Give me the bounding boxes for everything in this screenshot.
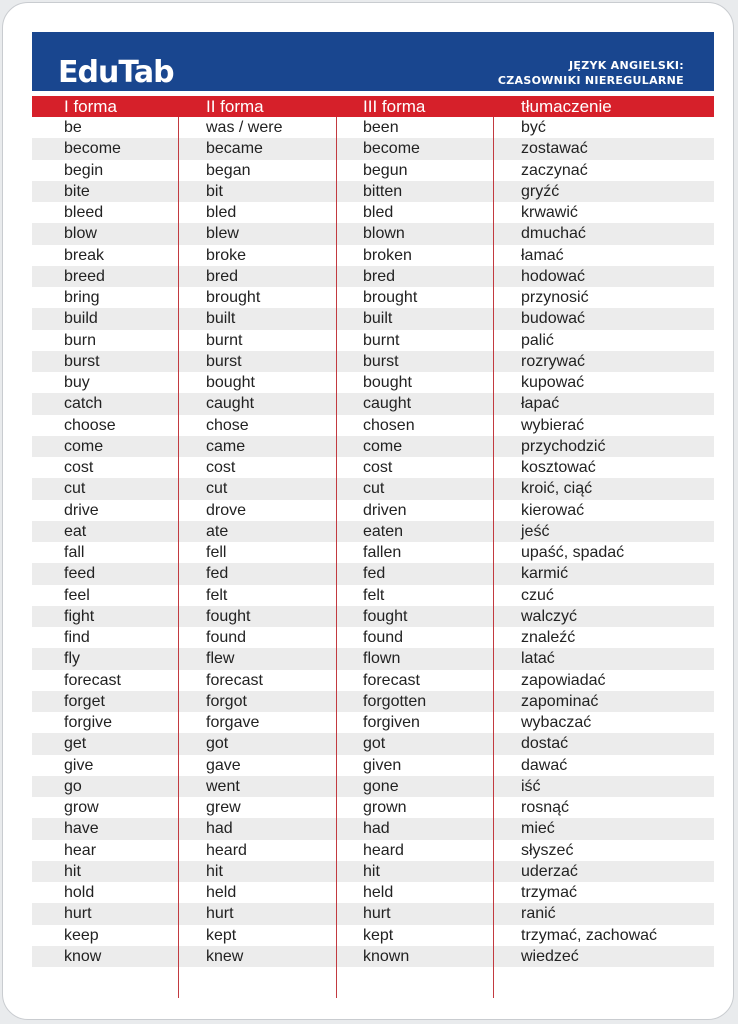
cell-first-form: choose <box>64 416 116 434</box>
table-row <box>32 223 714 244</box>
cell-second-form: burnt <box>206 331 243 349</box>
cell-second-form: had <box>206 820 233 838</box>
cell-second-form: went <box>206 777 240 795</box>
column-header-first-form: I forma <box>64 97 117 116</box>
cell-first-form: breed <box>64 267 105 285</box>
cell-translation: iść <box>521 777 541 795</box>
cell-third-form: gone <box>363 777 399 795</box>
cell-second-form: became <box>206 140 263 158</box>
table-row <box>32 946 714 967</box>
column-divider <box>178 117 179 998</box>
table-row <box>32 818 714 839</box>
cell-third-form: eaten <box>363 522 404 540</box>
cell-first-form: drive <box>64 501 99 519</box>
cell-third-form: cost <box>363 459 393 476</box>
cell-translation: palić <box>521 331 554 349</box>
subtitle-line-2: CZASOWNIKI NIEREGULARNE <box>497 74 684 87</box>
cell-first-form: catch <box>64 395 103 413</box>
cell-third-form: chosen <box>363 416 415 434</box>
cell-translation: przynosić <box>521 289 589 306</box>
cell-third-form: bred <box>363 267 396 285</box>
cell-translation: być <box>521 119 546 136</box>
cell-third-form: built <box>363 310 393 328</box>
cell-third-form: begun <box>363 161 408 179</box>
cell-translation: kroić, ciąć <box>521 480 593 498</box>
cell-first-form: blow <box>64 225 97 243</box>
table-row <box>32 648 714 669</box>
cell-third-form: known <box>363 947 410 965</box>
cell-first-form: hit <box>64 862 81 880</box>
table-row <box>32 691 714 712</box>
cell-third-form: burnt <box>363 331 400 349</box>
cell-second-form: knew <box>206 947 244 965</box>
column-header-translation: tłumaczenie <box>521 97 612 116</box>
cell-third-form: fed <box>363 565 386 583</box>
cell-third-form: burst <box>363 352 399 370</box>
cell-first-form: hear <box>64 841 97 859</box>
cell-second-form: was / were <box>206 119 283 136</box>
cell-first-form: find <box>64 629 90 646</box>
cell-translation: karmić <box>521 565 569 583</box>
cell-second-form: bought <box>206 374 255 391</box>
table-row <box>32 967 714 988</box>
cell-second-form: burst <box>206 352 242 370</box>
verb-rows <box>32 117 714 988</box>
header-banner <box>32 32 714 91</box>
table-row <box>32 202 714 223</box>
table-row <box>32 457 714 478</box>
table-row <box>32 393 714 414</box>
table-row <box>32 245 714 266</box>
cell-second-form: bled <box>206 204 237 221</box>
cell-third-form: kept <box>363 926 394 944</box>
cell-third-form: heard <box>363 841 404 859</box>
cell-third-form: forecast <box>363 671 420 689</box>
cell-third-form: blown <box>363 225 405 243</box>
cell-first-form: have <box>64 820 99 838</box>
cell-translation: wybaczać <box>521 714 592 731</box>
table-row <box>32 287 714 308</box>
cell-translation: wybierać <box>521 416 585 434</box>
cell-first-form: buy <box>64 374 90 391</box>
cell-translation: dmuchać <box>521 225 586 243</box>
table-row <box>32 372 714 393</box>
cell-first-form: keep <box>64 926 99 944</box>
table-row <box>32 521 714 542</box>
table-row <box>32 712 714 733</box>
cell-translation: kierować <box>521 501 585 519</box>
table-row <box>32 117 714 138</box>
cell-first-form: grow <box>64 799 99 816</box>
cell-first-form: hurt <box>64 905 92 923</box>
cell-second-form: grew <box>206 799 241 816</box>
cell-translation: hodować <box>521 267 586 285</box>
table-row <box>32 436 714 457</box>
cell-third-form: been <box>363 119 399 136</box>
table-row <box>32 903 714 924</box>
cell-second-form: heard <box>206 841 247 859</box>
cell-second-form: caught <box>206 395 255 413</box>
cell-third-form: bought <box>363 374 412 391</box>
cell-first-form: forget <box>64 692 105 710</box>
cell-first-form: be <box>64 119 82 136</box>
cell-third-form: bled <box>363 204 394 221</box>
cell-second-form: fed <box>206 565 229 583</box>
cell-third-form: held <box>363 884 394 901</box>
cell-third-form: felt <box>363 586 385 604</box>
cell-translation: czuć <box>521 586 554 604</box>
cell-second-form: drove <box>206 501 247 519</box>
table-row <box>32 478 714 499</box>
cell-translation: mieć <box>521 820 555 838</box>
cell-second-form: gave <box>206 756 241 774</box>
table-row <box>32 330 714 351</box>
table-row <box>32 542 714 563</box>
cell-third-form: brought <box>363 289 418 306</box>
cell-second-form: found <box>206 629 247 646</box>
cell-second-form: felt <box>206 586 228 604</box>
cell-first-form: feel <box>64 586 90 604</box>
table-row <box>32 882 714 903</box>
cell-second-form: forgot <box>206 692 247 710</box>
cell-second-form: forgave <box>206 714 260 731</box>
cell-translation: rosnąć <box>521 799 570 816</box>
cell-first-form: bring <box>64 289 100 306</box>
cell-third-form: given <box>363 756 402 774</box>
cell-third-form: found <box>363 629 404 646</box>
cell-translation: dostać <box>521 735 569 753</box>
table-row <box>32 351 714 372</box>
edutab-logo: EduTab <box>58 55 174 90</box>
table-row <box>32 563 714 584</box>
table-row <box>32 733 714 754</box>
page-title <box>498 58 684 88</box>
cell-first-form: come <box>64 437 104 455</box>
cell-third-form: broken <box>363 246 412 264</box>
cell-translation: zapowiadać <box>521 671 606 689</box>
cell-third-form: caught <box>363 395 412 413</box>
cell-second-form: held <box>206 884 237 901</box>
table-row <box>32 415 714 436</box>
table-row <box>32 585 714 606</box>
table-row <box>32 925 714 946</box>
cell-second-form: hurt <box>206 905 234 923</box>
table-row <box>32 627 714 648</box>
cell-translation: kupować <box>521 374 585 391</box>
cell-translation: dawać <box>521 756 568 774</box>
cell-first-form: build <box>64 310 98 328</box>
cell-translation: latać <box>521 650 555 668</box>
cell-second-form: ate <box>206 522 229 540</box>
cell-third-form: become <box>363 140 420 158</box>
cell-third-form: fought <box>363 607 408 625</box>
cell-first-form: break <box>64 246 105 264</box>
subtitle-line-1: JĘZYK ANGIELSKI: <box>568 59 684 72</box>
cell-third-form: bitten <box>363 182 403 200</box>
cell-first-form: go <box>64 777 82 795</box>
cell-translation: budować <box>521 310 586 328</box>
cell-translation: wiedzeć <box>521 947 579 965</box>
cell-first-form: begin <box>64 161 104 179</box>
cell-translation: gryźć <box>521 182 560 200</box>
cell-first-form: get <box>64 735 87 753</box>
cell-first-form: cost <box>64 459 94 476</box>
cell-translation: upaść, spadać <box>521 544 625 561</box>
cell-third-form: got <box>363 735 386 753</box>
cell-translation: jeść <box>521 522 550 540</box>
cell-second-form: built <box>206 310 236 328</box>
cell-translation: trzymać <box>521 884 577 901</box>
cell-third-form: come <box>363 437 403 455</box>
table-row <box>32 606 714 627</box>
cell-translation: słyszeć <box>521 841 574 859</box>
cell-second-form: began <box>206 161 251 179</box>
table-row <box>32 797 714 818</box>
table-row <box>32 160 714 181</box>
cell-second-form: cut <box>206 480 228 498</box>
cell-second-form: bit <box>206 182 223 200</box>
cell-first-form: burn <box>64 331 97 349</box>
column-divider <box>336 117 337 998</box>
cell-second-form: bred <box>206 267 239 285</box>
cell-translation: walczyć <box>521 607 578 625</box>
cell-translation: rozrywać <box>521 352 586 370</box>
cell-third-form: fallen <box>363 544 402 561</box>
table-row <box>32 138 714 159</box>
verb-table-sheet <box>32 32 714 998</box>
card <box>2 2 734 1020</box>
cell-first-form: burst <box>64 352 100 370</box>
cell-second-form: flew <box>206 650 235 668</box>
cell-second-form: brought <box>206 289 261 306</box>
table-row <box>32 755 714 776</box>
cell-second-form: fought <box>206 607 251 625</box>
table-row <box>32 861 714 882</box>
cell-translation: zapominać <box>521 692 599 710</box>
cell-third-form: forgiven <box>363 714 420 731</box>
cell-first-form: give <box>64 756 94 774</box>
cell-translation: zostawać <box>521 140 588 158</box>
cell-translation: kosztować <box>521 459 596 476</box>
cell-second-form: forecast <box>206 671 263 689</box>
cell-third-form: flown <box>363 650 401 668</box>
column-header-second-form: II forma <box>206 97 264 116</box>
cell-translation: przychodzić <box>521 437 606 455</box>
cell-first-form: bite <box>64 182 90 200</box>
table-row <box>32 670 714 691</box>
cell-third-form: hurt <box>363 905 391 923</box>
cell-first-form: bleed <box>64 204 104 221</box>
cell-first-form: fight <box>64 607 95 625</box>
cell-first-form: forecast <box>64 671 121 689</box>
table-row <box>32 776 714 797</box>
cell-translation: znaleźć <box>521 629 576 646</box>
cell-third-form: hit <box>363 862 380 880</box>
table-row <box>32 266 714 287</box>
cell-third-form: grown <box>363 799 407 816</box>
cell-first-form: become <box>64 140 121 158</box>
cell-second-form: got <box>206 735 229 753</box>
cell-third-form: driven <box>363 501 407 519</box>
table-row <box>32 840 714 861</box>
cell-first-form: fall <box>64 544 85 561</box>
table-row <box>32 500 714 521</box>
column-divider <box>493 117 494 998</box>
column-header-bar <box>32 96 714 117</box>
cell-translation: łamać <box>521 246 564 264</box>
cell-translation: łapać <box>521 395 560 413</box>
cell-first-form: feed <box>64 565 96 583</box>
cell-third-form: cut <box>363 480 385 498</box>
cell-second-form: fell <box>206 544 227 561</box>
cell-third-form: had <box>363 820 390 838</box>
cell-first-form: forgive <box>64 714 113 731</box>
cell-translation: krwawić <box>521 204 578 221</box>
cell-translation: trzymać, zachować <box>521 926 658 944</box>
cell-second-form: blew <box>206 225 239 243</box>
cell-second-form: came <box>206 437 246 455</box>
cell-translation: ranić <box>521 905 556 923</box>
cell-second-form: chose <box>206 416 249 434</box>
table-row <box>32 308 714 329</box>
cell-second-form: cost <box>206 459 236 476</box>
cell-first-form: cut <box>64 480 86 498</box>
cell-first-form: know <box>64 947 102 965</box>
cell-first-form: fly <box>64 650 80 668</box>
column-header-third-form: III forma <box>363 97 426 116</box>
cell-second-form: hit <box>206 862 223 880</box>
cell-first-form: hold <box>64 884 95 901</box>
cell-translation: uderzać <box>521 862 578 880</box>
cell-translation: zaczynać <box>521 161 588 179</box>
cell-third-form: forgotten <box>363 692 427 710</box>
cell-first-form: eat <box>64 522 87 540</box>
table-row <box>32 181 714 202</box>
cell-second-form: broke <box>206 246 247 264</box>
cell-second-form: kept <box>206 926 237 944</box>
